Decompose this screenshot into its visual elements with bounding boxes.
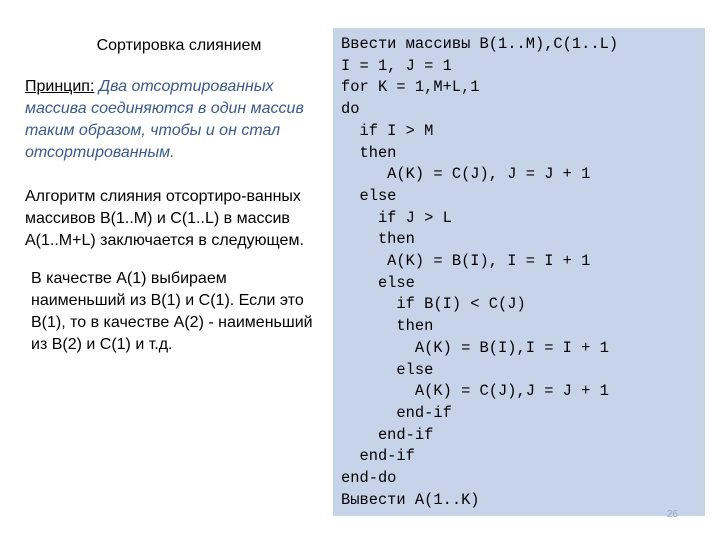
- algorithm-paragraph: Алгоритм слияния отсортиро-ванных массивов B(1..M) и C(1..L) в массив A(1..M+L) заключается в следующем.: [25, 188, 304, 249]
- code-line: end-if: [341, 425, 434, 444]
- code-line: then: [341, 143, 397, 162]
- code-line: A(K) = C(J), J = J + 1: [341, 165, 591, 184]
- code-line: if B(I) < C(J): [341, 295, 526, 314]
- code-line: else: [341, 273, 415, 292]
- code-line: then: [341, 317, 434, 336]
- page-number: 26: [666, 509, 678, 520]
- pseudocode: [341, 34, 618, 511]
- code-line: A(K) = B(I), I = I + 1: [341, 252, 591, 271]
- code-line: A(K) = B(I),I = I + 1: [341, 338, 609, 357]
- code-line: Ввести массивы B(1..M),C(1..L): [341, 35, 619, 53]
- code-line: else: [341, 186, 397, 205]
- code-line: do: [341, 100, 360, 119]
- principle-label: Принцип:: [25, 78, 95, 95]
- code-line: if J > L: [341, 208, 452, 227]
- principle-text: Два отсортированных массива соединяются в один массив таким образом, чтобы и он стал отсортированным.: [25, 78, 304, 161]
- first-element-paragraph: В качестве A(1) выбираем наименьший из B(1) и C(1). Если это B(1), то в качестве A(2) - наименьший из B(2) и C(1) и т.д.: [31, 270, 313, 353]
- code-line: end-if: [341, 447, 415, 466]
- code-line: for K = 1,M+L,1: [341, 78, 480, 97]
- code-line: if I > M: [341, 121, 434, 140]
- code-line: end-do: [341, 469, 397, 488]
- code-line: I = 1, J = 1: [341, 56, 452, 75]
- code-line: end-if: [341, 403, 452, 422]
- slide-title: Сортировка слиянием: [96, 37, 262, 54]
- code-panel: [333, 28, 705, 516]
- left-column: [25, 36, 325, 372]
- principle-block: [25, 76, 325, 164]
- code-line: A(K) = C(J),J = J + 1: [341, 382, 609, 401]
- code-line: else: [341, 360, 434, 379]
- code-line: then: [341, 230, 415, 249]
- code-line: Вывести A(1..K): [341, 490, 480, 509]
